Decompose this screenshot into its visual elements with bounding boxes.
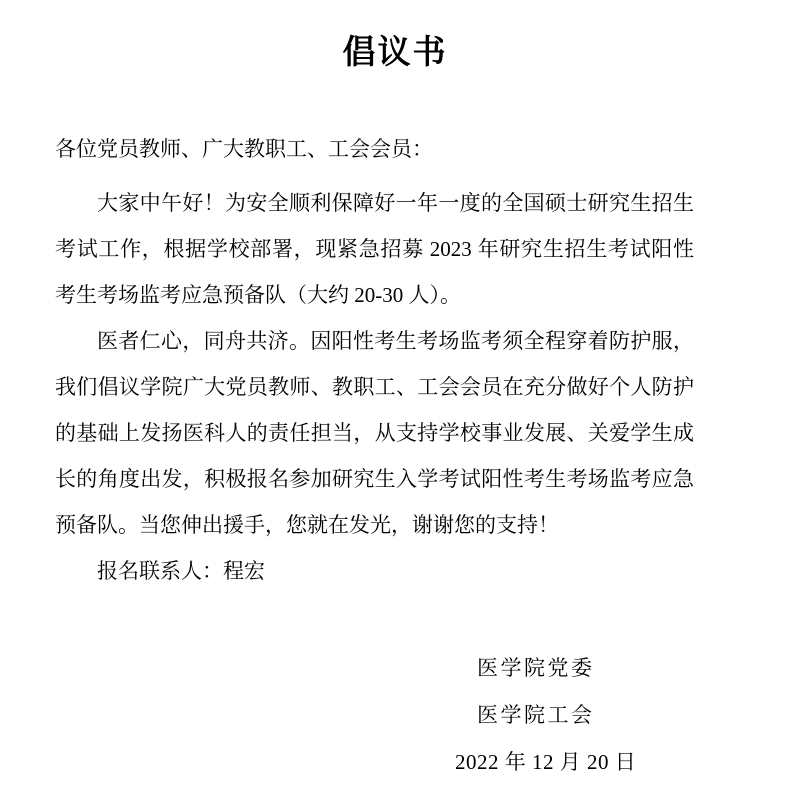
signature-block <box>55 645 694 786</box>
paragraph-2 <box>55 318 694 548</box>
body-line: 长的角度出发，积极报名参加研究生入学考试阳性考生考场监考应急 <box>55 467 694 491</box>
body-line: 预备队。当您伸出援手，您就在发光，谢谢您的支持！ <box>55 513 559 537</box>
salutation-line: 各位党员教师、广大教职工、工会会员： <box>55 137 433 161</box>
signature-org-1: 医学院党委 <box>477 656 595 680</box>
body-line: 考生考场监考应急预备队（大约 20-30 人）。 <box>55 283 461 307</box>
body-line: 医者仁心，同舟共济。因阳性考生考场监考须全程穿着防护服， <box>97 329 694 353</box>
document-title: 倡议书 <box>342 35 448 71</box>
body-line: 大家中午好！为安全顺利保障好一年一度的全国硕士研究生招生 <box>97 191 694 215</box>
signature-date: 2022 年 12 月 20 日 <box>455 750 637 774</box>
document-body <box>55 126 694 786</box>
body-line: 的基础上发扬医科人的责任担当，从支持学校事业发展、关爱学生成 <box>55 421 694 445</box>
paragraph-1 <box>55 180 694 318</box>
body-line: 考试工作，根据学校部署，现紧急招募 2023 年研究生招生考试阳性 <box>55 237 694 261</box>
body-line: 我们倡议学院广大党员教师、教职工、工会会员在充分做好个人防护 <box>55 375 694 399</box>
signature-org-2: 医学院工会 <box>477 703 595 727</box>
contact-line: 报名联系人：程宏 <box>97 559 265 583</box>
